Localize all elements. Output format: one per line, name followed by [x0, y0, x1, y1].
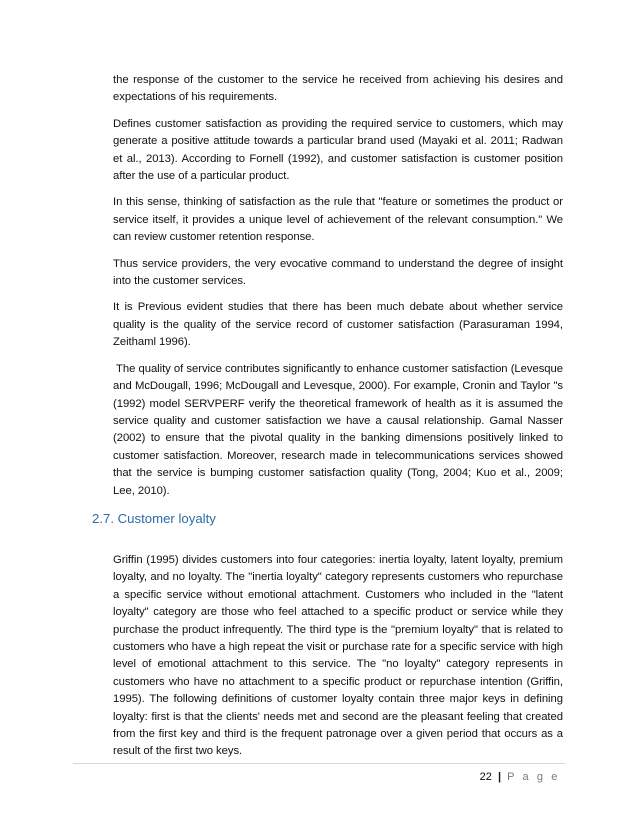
- paragraph-3: In this sense, thinking of satisfaction as the rule that "feature or sometimes the product or service itself, it provides a unique level of achievement of the relevant consumption." We can review customer retention response.: [113, 196, 563, 244]
- footer-separator: |: [497, 771, 502, 783]
- paragraph-4: Thus service providers, the very evocative command to understand the degree of insight into the customer services.: [113, 257, 563, 288]
- paragraph-1: the response of the customer to the service he received from achieving his desires and expectations of his requirements.: [113, 74, 563, 104]
- paragraph-2: Defines customer satisfaction as providing the required service to customers, which may generate a positive attitude towards a particular brand used (Mayaki et al. 2011; Radwan et al., 2013). According to Fornell (1992), and customer satisfaction is customer position after the use of a particular product.: [113, 117, 563, 183]
- page-number: 22: [479, 771, 492, 783]
- section-text-block: [113, 552, 563, 770]
- body-text-block: [113, 72, 563, 509]
- footer-divider: [73, 763, 565, 764]
- section-heading: 2.7. Customer loyalty: [92, 511, 216, 526]
- page-label: P a g e: [507, 771, 560, 783]
- paragraph-6: The quality of service contributes significantly to enhance customer satisfaction (Levesque and McDougall, 1996; McDougall and Levesque, 2000). For example, Cronin and Taylor "s (1992) model SERVPERF verify the theoretical framework of health as it is assumed the service quality and customer satisfaction we have a causal relationship. Gamal Nasser (2002) to ensure that the pivotal quality in the banking dimensions positively linked to customer satisfaction. Moreover, research made in telecommunications services showed that the service is bumping customer satisfaction quality (Tong, 2004; Kuo et al., 2009; Lee, 2010).: [113, 362, 563, 497]
- section-paragraph: Griffin (1995) divides customers into four categories: inertia loyalty, latent loyalty, premium loyalty, and no loyalty. The "inertia loyalty" category represents customers who repurchase a specific service without emotional attachment. Customers who included in the "latent loyalty" category are those who feel attached to a specific product or service while they purchase the product infrequently. The third type is the "premium loyalty" that is related to customers who have a high repeat the visit or purchase rate for a specific service with high level of emotional attachment to this service. The "no loyalty" category represents in customers who have no attachment to a specific product or repurchase intention (Griffin, 1995). The following definitions of customer loyalty contain three major keys in defining loyalty: first is that the clients' needs met and second are the pleasant feeling that created from the first key and third is the frequent patronage over a given period that occurs as a result of the first two keys.: [113, 554, 563, 758]
- paragraph-5: It is Previous evident studies that there has been much debate about whether service quality is the quality of the service record of customer satisfaction (Parasuraman 1994, Zeithaml 1996).: [113, 301, 563, 349]
- page-footer: [480, 771, 560, 783]
